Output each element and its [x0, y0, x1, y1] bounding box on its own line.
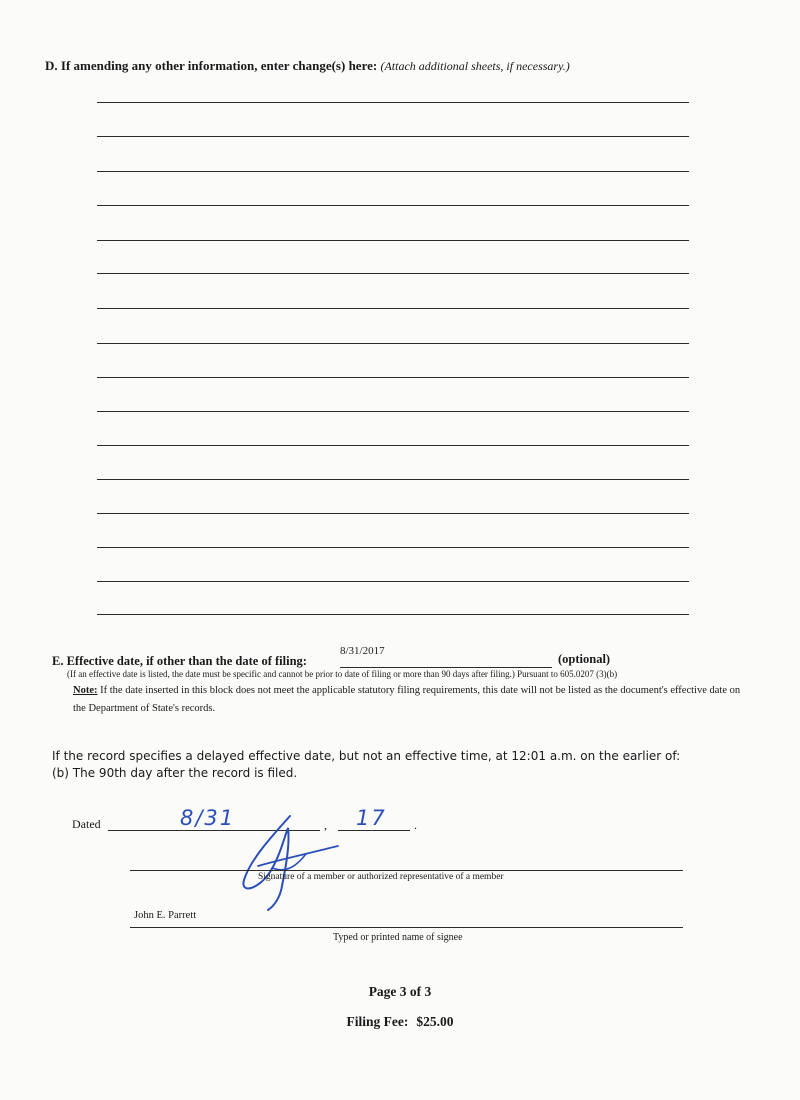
effective-date-field[interactable]	[340, 667, 552, 668]
section-d-note: (Attach additional sheets, if necessary.)	[380, 59, 570, 73]
change-entry-line[interactable]	[97, 445, 689, 446]
signee-name: John E. Parrett	[134, 910, 197, 921]
change-entry-line[interactable]	[97, 273, 689, 274]
signee-name-caption: Typed or printed name of signee	[333, 932, 463, 943]
change-entry-line[interactable]	[97, 614, 689, 615]
change-entry-line[interactable]	[97, 377, 689, 378]
signee-name-field[interactable]	[130, 927, 683, 928]
change-entry-line[interactable]	[97, 547, 689, 548]
note-text: If the date inserted in this block does not meet the applicable statutory filing requirements, this date will not be listed as the document's effective date on the Department of State's records.	[73, 685, 741, 714]
handwritten-signature	[228, 808, 348, 916]
delayed-effective-text	[52, 748, 680, 782]
year-field[interactable]	[338, 830, 410, 831]
change-entry-line[interactable]	[97, 513, 689, 514]
filing-fee-value: $25.00	[416, 1014, 454, 1029]
signature-caption: Signature of a member or authorized representative of a member	[258, 872, 504, 882]
dated-comma: ,	[324, 818, 327, 832]
change-entry-line[interactable]	[97, 343, 689, 344]
section-d-heading	[45, 58, 570, 74]
handwritten-year: 17	[356, 806, 387, 830]
section-d-title: D. If amending any other information, enter change(s) here:	[45, 58, 378, 73]
change-entry-line[interactable]	[97, 205, 689, 206]
change-entry-line[interactable]	[97, 479, 689, 480]
handwritten-date: 8/31	[180, 806, 236, 830]
dated-period: .	[414, 818, 417, 832]
filing-fee	[0, 1014, 800, 1030]
change-entry-line[interactable]	[97, 171, 689, 172]
effective-date-fine-print: (If an effective date is listed, the date must be specific and cannot be prior to date of filing or more than 90 days after filing.) Pursuant to 605.0207 (3)(b)	[67, 669, 618, 679]
effective-date-value: 8/31/2017	[340, 645, 385, 657]
delayed-effective-line-2: (b) The 90th day after the record is filed.	[52, 766, 298, 780]
note-label: Note:	[73, 685, 98, 696]
change-entry-line[interactable]	[97, 411, 689, 412]
change-entry-line[interactable]	[97, 136, 689, 137]
dated-label: Dated	[72, 817, 101, 831]
signature-field[interactable]	[130, 870, 683, 871]
page-number: Page 3 of 3	[368, 984, 432, 999]
change-entry-line[interactable]	[97, 308, 689, 309]
change-entry-line[interactable]	[97, 581, 689, 582]
change-entry-line[interactable]	[97, 240, 689, 241]
section-e-heading: E. Effective date, if other than the date of filing:	[52, 654, 307, 668]
effective-date-note	[73, 682, 753, 718]
optional-label: (optional)	[558, 652, 611, 666]
filing-fee-label: Filing Fee:	[346, 1014, 409, 1029]
delayed-effective-line-1: If the record specifies a delayed effective date, but not an effective time, at 12:01 a.m. on the earlier of:	[52, 749, 681, 763]
change-entry-line[interactable]	[97, 102, 689, 103]
